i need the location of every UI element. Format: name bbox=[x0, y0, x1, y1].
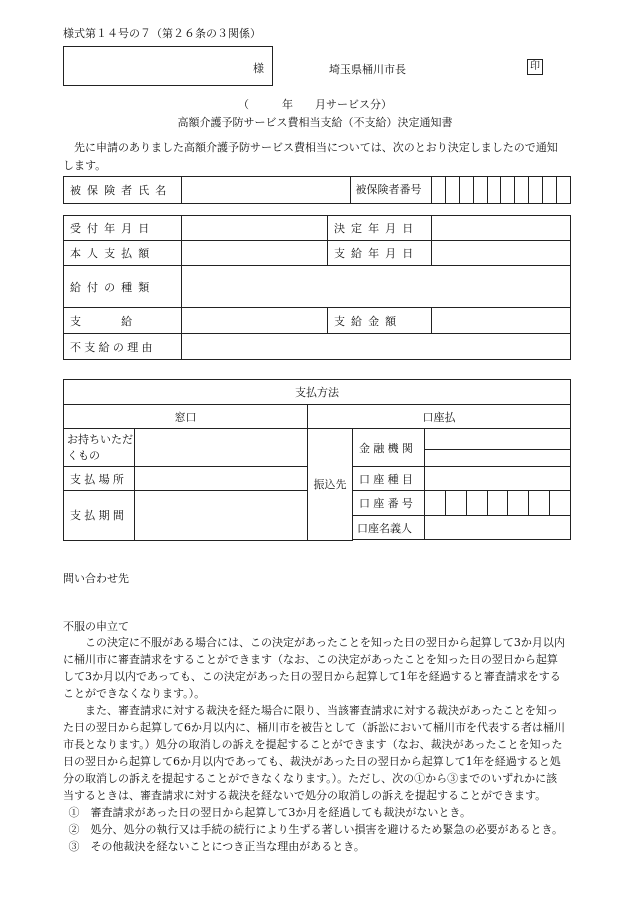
account-number-label: 口座番号 bbox=[359, 497, 417, 510]
payment-amount-label: 支給金額 bbox=[334, 314, 403, 328]
refusal-reason-value bbox=[182, 334, 571, 360]
pay-period-value bbox=[135, 491, 308, 541]
recipient-box bbox=[63, 46, 273, 86]
bank-label: 金融機関 bbox=[359, 441, 417, 455]
account-holder-label: 口座名義人 bbox=[353, 516, 425, 540]
refusal-reason-label: 不支給の理由 bbox=[70, 340, 156, 354]
intro-text: 先に申請のありました高額介護予防サービス費相当については、次のとおり決定しましたので通知します。 bbox=[63, 141, 558, 172]
insured-name-value bbox=[182, 177, 328, 204]
payment-value bbox=[182, 308, 328, 334]
benefit-type-label: 給付の種類 bbox=[70, 280, 156, 294]
received-date-label: 受付年月日 bbox=[70, 222, 156, 235]
pay-place-value bbox=[135, 467, 308, 491]
decision-table bbox=[63, 176, 571, 360]
insured-number-label: 被保険者番号 bbox=[350, 177, 432, 203]
seal-mark: 印 bbox=[527, 59, 543, 75]
document-title: 高額介護予防サービス費相当支給（不支給）決定通知書 bbox=[177, 116, 453, 129]
issuer-name: 埼玉県桶川市長 bbox=[329, 63, 406, 76]
decision-date-value bbox=[432, 216, 571, 241]
insured-name-label: 被保険者氏名 bbox=[70, 184, 173, 197]
account-number-digits bbox=[425, 491, 570, 515]
appeal-item: ① 審査請求があった日の翌日から起算して3か月を経過しても裁決がないとき。 bbox=[68, 806, 471, 819]
transfer-to-label: 振込先 bbox=[308, 429, 353, 541]
self-payment-value bbox=[182, 241, 328, 266]
decision-date-label: 決定年月日 bbox=[334, 222, 420, 235]
appeal-paragraph-1: この決定に不服がある場合には、この決定があったことを知った日の翌日から起算して3か月以内に桶川市に審査請求をすることができます（なお、この決定があったことを知った日の翌日から起算して3か月以内であっても、この決定があった日の翌日から起算して1年を経過すると審査請求をすることができなくなります。）。 bbox=[63, 636, 565, 700]
payment-method-title: 支払方法 bbox=[64, 380, 571, 405]
payment-label: 支 給 bbox=[70, 314, 139, 328]
appeal-item: ② 処分、処分の執行又は手続の続行により生ずる著しい損害を避けるため緊急の必要があるとき。 bbox=[68, 823, 564, 836]
period-line: （ 年 月サービス分） bbox=[238, 98, 392, 111]
bring-items-label: お持ちいただくもの bbox=[64, 429, 135, 467]
benefit-type-value bbox=[182, 266, 571, 308]
recipient-suffix: 様 bbox=[253, 62, 264, 75]
appeal-paragraph-2: また、審査請求に対する裁決を経た場合に限り、当該審査請求に対する裁決があったことを知った日の翌日から起算して6か月以内に、桶川市を被告として（訴訟において桶川市を代表する者は桶川市長となります。）処分の取消しの訴えを提起することができます（なお、裁決があったことを知った日の翌日から起算して6か月以内であっても、裁決があった日の翌日から起算して1年を経過すると処分の取消しの訴えを提起することができなくなります。）。ただし、次の①から③までのいずれかに該当するときは、審査請求に対する裁決を経ないで処分の取消しの訴えを提起することができます。 bbox=[63, 704, 565, 802]
pay-place-label: 支払場所 bbox=[70, 472, 128, 486]
counter-header: 窓口 bbox=[64, 405, 308, 429]
form-number: 様式第１４号の７（第２６条の３関係） bbox=[63, 27, 261, 40]
account-header: 口座払 bbox=[308, 405, 571, 429]
payment-method-table bbox=[63, 379, 571, 541]
received-date-value bbox=[182, 216, 328, 241]
payment-date-value bbox=[432, 241, 571, 266]
appeal-heading: 不服の申立て bbox=[63, 620, 129, 633]
insured-number-digits bbox=[432, 177, 570, 203]
account-type-value bbox=[425, 467, 571, 491]
account-type-label: 口座種目 bbox=[359, 472, 417, 486]
bank-value-1 bbox=[425, 429, 571, 450]
inquiry-label: 問い合わせ先 bbox=[63, 572, 129, 585]
bank-value-2 bbox=[425, 450, 571, 467]
payment-date-label: 支給年月日 bbox=[334, 247, 420, 260]
payment-amount-value bbox=[432, 308, 571, 334]
bring-items-value bbox=[135, 429, 308, 467]
pay-period-label: 支払期間 bbox=[70, 509, 128, 523]
appeal-item: ③ その他裁決を経ないことにつき正当な理由があるとき。 bbox=[68, 840, 365, 853]
account-holder-value bbox=[425, 516, 571, 540]
appeal-body bbox=[63, 634, 568, 855]
self-payment-label: 本人支払額 bbox=[70, 247, 156, 260]
